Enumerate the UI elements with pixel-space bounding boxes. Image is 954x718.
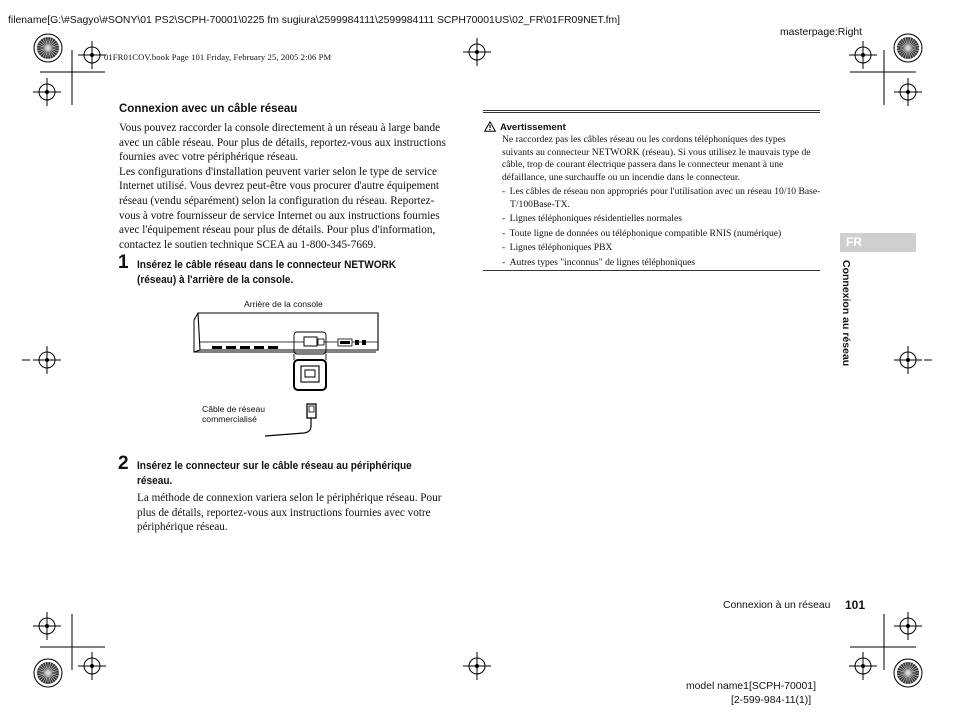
intro-line: fournies avec votre périphérique réseau. — [119, 151, 299, 164]
warning-body-line: suivants au connecteur NETWORK (réseau). Si vous utilisez le mauvais type de — [502, 146, 811, 158]
intro-line: Internet utilisé. Vous devrez peut-être vous procurer d'autre équipement — [119, 180, 440, 193]
model-name: model name1[SCPH-70001] — [686, 681, 816, 692]
label-network-cable-line: Câble de réseau — [202, 404, 266, 414]
warning-body-line: câble, trop de courant électrique passera dans le connecteur menant à une — [502, 159, 784, 171]
warning-body-line: Ne raccordez pas les câbles réseau ou les cordons téléphoniques des types — [502, 134, 786, 145]
intro-line: avec un câble réseau. Pour plus de détails, reportez-vous aux instructions — [119, 136, 446, 149]
console-slot — [268, 346, 278, 349]
step-1-number: 1 — [118, 252, 129, 273]
masterpage-label: masterpage:Right — [780, 27, 863, 38]
part-number: [2-599-984-11(1)] — [731, 695, 812, 706]
step-2-instruction — [137, 459, 461, 489]
step-2-number: 2 — [118, 453, 129, 474]
intro-paragraph — [119, 121, 459, 252]
console-slot — [254, 346, 264, 349]
warning-body — [502, 134, 822, 184]
intro-line: Les configurations d'installation peuvent varier selon le type de service — [119, 165, 437, 178]
footer-section-label: Connexion à un réseau — [723, 600, 831, 611]
console-slot — [226, 346, 236, 349]
warning-list-item: - Autres types "inconnus" de lignes téléphoniques — [502, 256, 696, 268]
language-tab — [840, 233, 916, 252]
print-filename: filename[G:\#Sagyo\#SONY\01 PS2\SCPH-70001\0225 fm sugiura\2599984111\2599984111 SCPH70001US\02_FR\01FR09NET.fm] — [8, 15, 621, 26]
book-info: 01FR01COV.book Page 101 Friday, February 25, 2005 2:06 PM — [104, 52, 332, 62]
console-network-diagram — [190, 308, 390, 442]
intro-line: Vous pouvez raccorder la console directement à un réseau à large bande — [119, 122, 441, 134]
warning-list — [502, 186, 822, 272]
network-port — [304, 337, 317, 346]
step-2-line: Insérez le connecteur sur le câble réseau au périphérique — [137, 460, 412, 472]
warning-body-line: défaillance, une surchauffe ou un incendie dans le connecteur. — [502, 171, 740, 183]
section-heading: Connexion avec un câble réseau — [119, 103, 298, 115]
step-1-instruction — [137, 258, 461, 288]
intro-line: avec l'équipement réseau pour plus de détails. Pour plus d'information, — [119, 224, 436, 237]
page-number: 101 — [845, 598, 866, 612]
label-network-cable-line: commercialisé — [202, 414, 257, 424]
intro-line: vous à votre fournisseur de service Internet ou aux instructions fournies — [119, 209, 440, 222]
console-slot — [212, 346, 222, 349]
console-slot — [240, 346, 250, 349]
network-cable — [265, 418, 311, 436]
step-1-line: Insérez le câble réseau dans le connecteur NETWORK — [137, 259, 397, 271]
step-2-line: réseau. — [137, 475, 173, 487]
warning-rule-bottom — [483, 270, 820, 271]
label-console-back: Arrière de la console — [244, 299, 323, 309]
step-2-body-line: La méthode de connexion variera selon le périphérique réseau. Pour — [137, 492, 442, 504]
warning-rule-top-2 — [483, 112, 820, 113]
chapter-side-title — [840, 260, 860, 390]
warning-list-item: - Les câbles de réseau non appropriés pour l'utilisation avec un réseau 10/10 Base-T/100Base-TX. — [502, 186, 821, 210]
warning-triangle-icon — [484, 121, 496, 132]
warning-title: Avertissement — [500, 122, 566, 133]
warning-list-item: - Lignes téléphoniques résidentielles normales — [502, 213, 682, 225]
intro-line: réseau (vendu séparément) selon la configuration du réseau. Reportez- — [119, 194, 435, 207]
step-2-body — [137, 491, 467, 535]
step-2-body-line: périphérique réseau. — [137, 521, 228, 534]
step-1-line: (réseau) à l'arrière de la console. — [137, 274, 294, 286]
language-tab-label: FR — [846, 235, 862, 249]
intro-line: contactez le soutien technique SCEA au 1-800-345-7669. — [119, 238, 376, 251]
chapter-side-title-text: Connexion au réseau — [840, 260, 852, 367]
warning-list-item: - Toute ligne de données ou téléphonique compatible RNIS (numérique) — [502, 227, 782, 239]
warning-list-item: - Lignes téléphoniques PBX — [502, 242, 613, 254]
warning-rule-top — [483, 110, 820, 111]
step-2-body-line: plus de détails, reportez-vous aux instructions fournies avec votre — [137, 506, 431, 519]
